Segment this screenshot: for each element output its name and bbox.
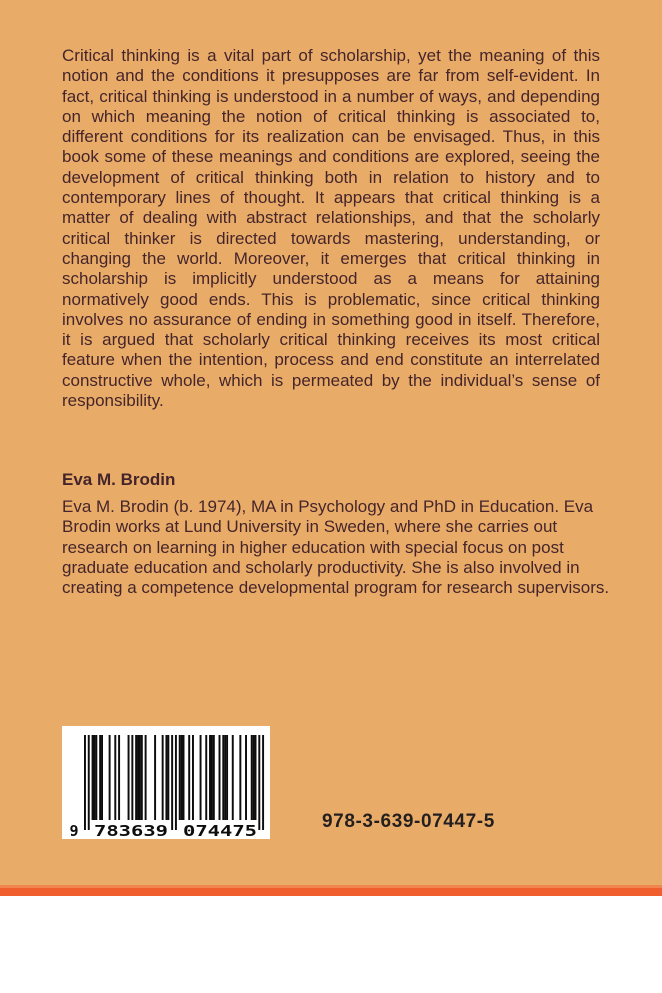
barcode-svg <box>62 726 270 839</box>
author-name: Eva M. Brodin <box>62 470 176 489</box>
barcode-digit-leading: 9 <box>69 822 79 839</box>
barcode-bars <box>84 735 264 830</box>
book-description: Critical thinking is a vital part of scholarship, yet the meaning of this notion and the conditions it presupposes are far from self-evident. In fact, critical thinking is understood in a number of ways, and depending on which meaning the notion of critical thinking is associated to, different conditions for its realization can be envisaged. Thus, in this book some of these meanings and conditions are explored, seeing the development of critical thinking both in relation to history and to contemporary lines of thought. It appears that critical thinking is a matter of dealing with abstract relationships, and that the scholarly critical thinker is directed towards mastering, understanding, or changing the world. Moreover, it emerges that critical thinking in scholarship is implicitly understood as a means for attaining normatively good ends. This is problematic, since critical thinking involves no assurance of ending in something good in itself. Therefore, it is argued that scholarly critical thinking receives its most critical feature when the intention, process and end constitute an interrelated constructive whole, which is permeated by the individual’s sense of responsibility. <box>62 46 600 411</box>
author-bio: Eva M. Brodin (b. 1974), MA in Psychology and PhD in Education. Eva Brodin works at Lund University in Sweden, where she carries out research on learning in higher education with special focus on post graduate education and scholarly productivity. She is also involved in creating a competence developmental program for research supervisors. <box>62 497 610 598</box>
isbn-label: 978-3-639-07447-5 <box>322 811 495 832</box>
bottom-margin <box>0 896 662 993</box>
barcode-digits-right: 074475 <box>183 822 257 839</box>
bottom-stripe <box>0 885 662 896</box>
barcode <box>62 726 270 839</box>
barcode-digits-left: 783639 <box>94 822 168 839</box>
